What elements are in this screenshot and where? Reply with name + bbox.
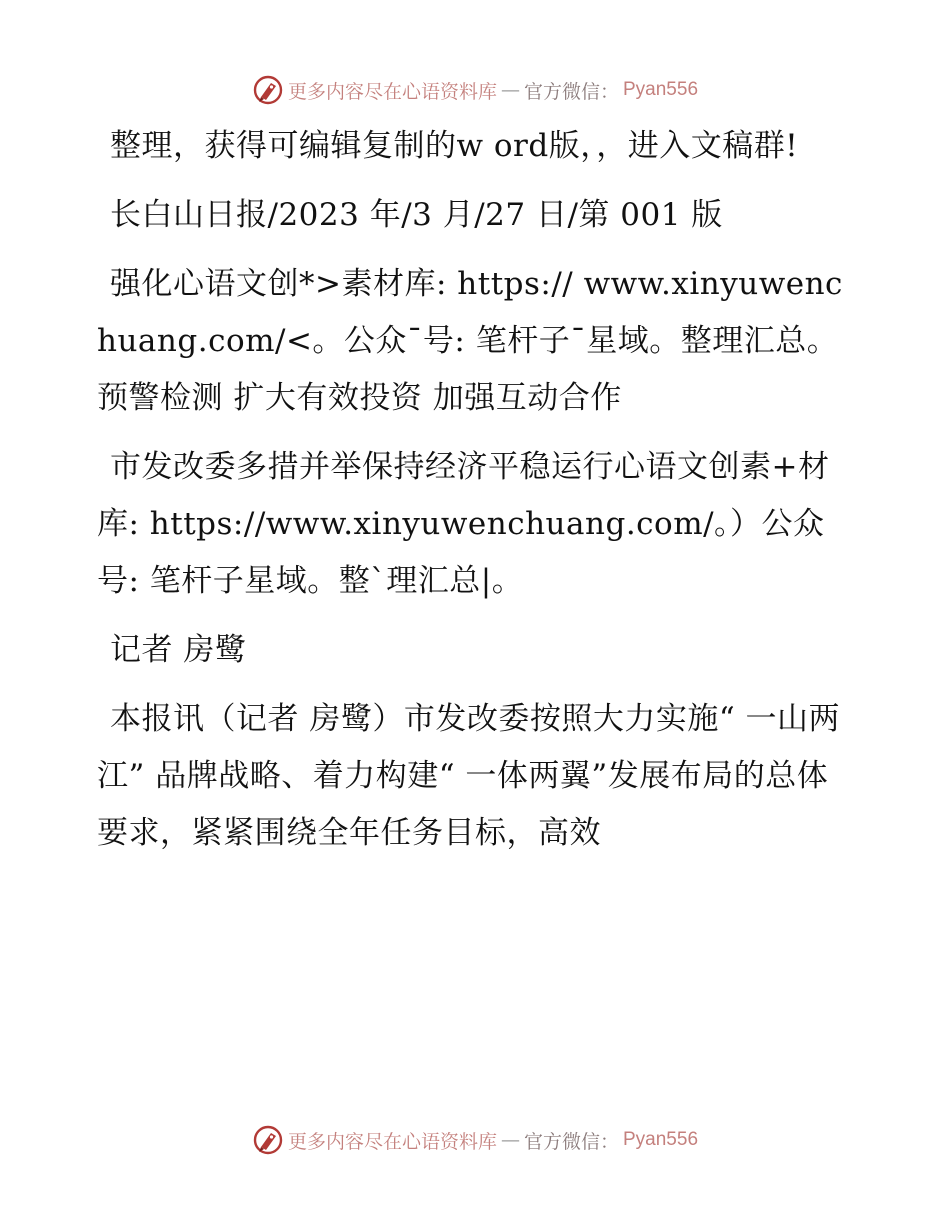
document-body: [97, 118, 857, 874]
header-banner: [0, 70, 950, 110]
paragraph-body: 本报讯（记者 房鹭）市发改委按照大力实施“ 一山两江” 品牌战略、着力构建“ 一体两翼”发展布局的总体要求，紧紧围绕全年任务目标，高效: [97, 701, 841, 851]
banner-separator: —: [500, 79, 520, 101]
pen-nib-logo-icon: [252, 1124, 284, 1156]
paragraph-intro: 整理，获得可编辑复制的w ord版，，进入文稿群!: [110, 128, 799, 164]
banner-wechat-id: Pyan556: [623, 79, 699, 100]
paragraph-source-line: 长白山日报/2023 年/3 月/27 日/第 001 版: [110, 197, 723, 233]
banner-wechat-label: 官方微信：: [523, 1130, 619, 1153]
banner-wechat-id: Pyan556: [623, 1129, 699, 1150]
paragraph-byline: 记者 房鹭: [110, 632, 247, 668]
paragraph-subheadline: 市发改委多措并举保持经济平稳运行心语文创素+材库: https://www.xinyuwenchuang.com/。）公众号: 笔杆子星域。整`理汇总|。: [97, 449, 830, 599]
banner-separator: —: [500, 1129, 520, 1151]
banner-wechat-label: 官方微信：: [523, 80, 619, 103]
banner-main-text: 更多内容尽在心语资料库: [287, 1130, 497, 1153]
paragraph-headline: 强化心语文创*>素材库: https:// www.xinyuwenchuang.com/<。公众¯号: 笔杆子¯星域。整理汇总。预警检测 扩大有效投资 加强互动合作: [97, 266, 843, 416]
pen-nib-logo-icon: [252, 74, 284, 106]
banner-main-text: 更多内容尽在心语资料库: [287, 80, 497, 103]
footer-banner: [0, 1120, 950, 1160]
